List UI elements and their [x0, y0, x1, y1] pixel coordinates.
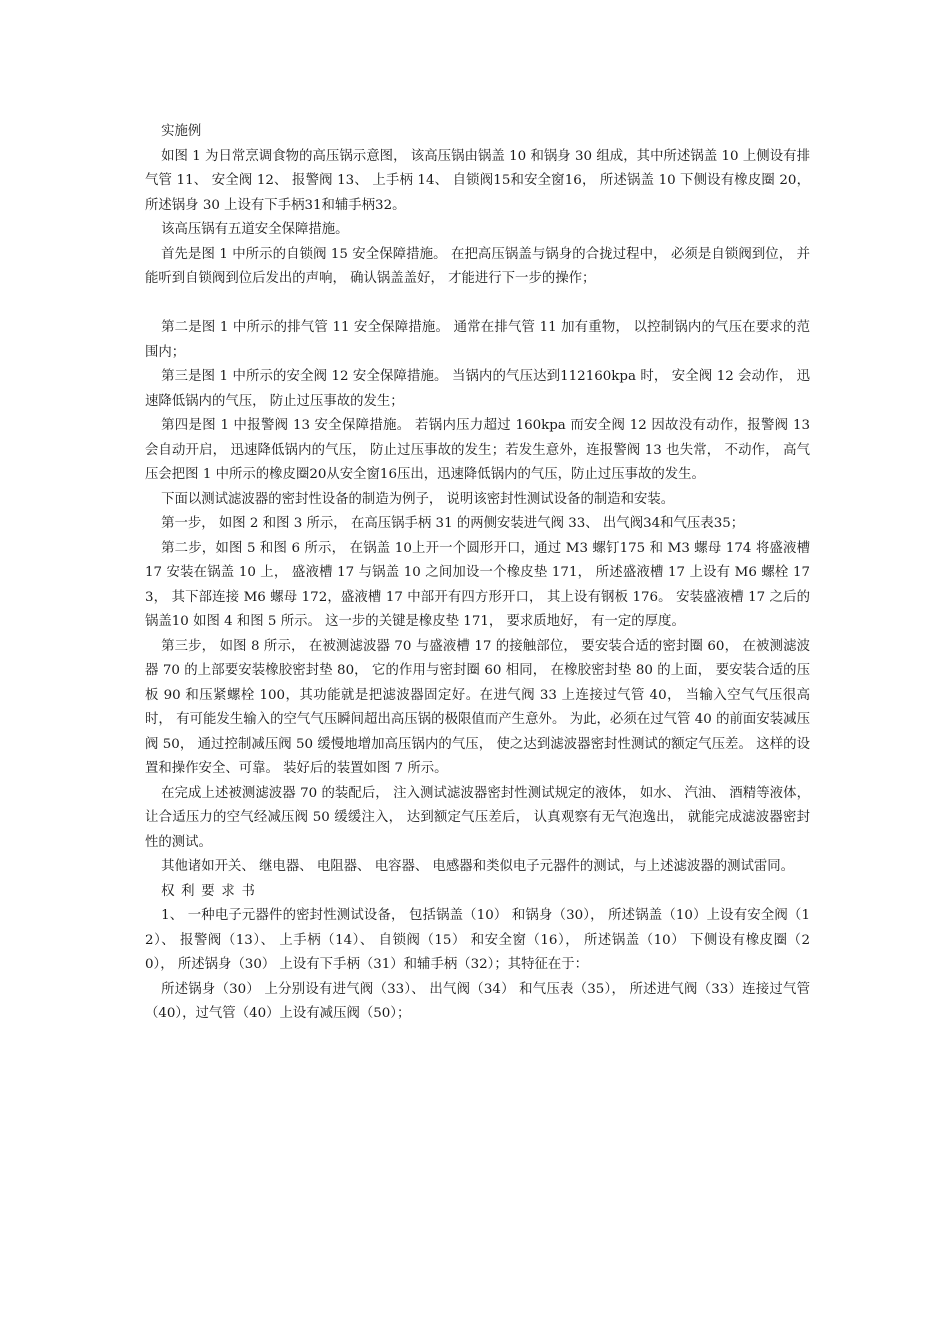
- claim-1-continued: 所述锅身（30） 上分别设有进气阀（33）、 出气阀（34） 和气压表（35）， 所述进气阀（33）连接过气管（40），过气管（40）上设有减压阀（50）；: [145, 981, 810, 1021]
- paragraph-6: 第四是图 1 中报警阀 13 安全保障措施。 若锅内压力超过 160kpa 而安全阀 12 因故没有动作，报警阀 13 会自动开启， 迅速降低锅内的气压， 防止过压事故的发生；若发生意外，连报警阀 13 也失常， 不动作， 高气压会把图 1 中所示的橡皮圈20从安全窗16压出，迅速降低锅内的气压，防止过压事故的发生。: [145, 418, 810, 482]
- claims-title: 权利要求书: [161, 883, 262, 899]
- paragraph-10: 第三步， 如图 8 所示， 在被测滤波器 70 与盛液槽 17 的接触部位， 要安装合适的密封圈 60， 在被测滤波器 70 的上部要安装橡胶密封垫 80， 它的作用与密封圈 60 相同， 在橡胶密封垫 80 的上面， 要安装合适的压板 90 和压紧螺栓 100，其功能就是把滤波器固定好。在进气阀 33 上连接过气管 40， 当输入空气气压很高时， 有可能发生输入的空气气压瞬间超出高压锅的极限值而产生意外。 为此，必须在过气管 40 的前面安装减压阀 50， 通过控制减压阀 50 缓慢地增加高压锅内的气压， 使之达到滤波器密封性测试的额定气压差。 这样的设置和操作安全、可靠。 装好后的装置如图 7 所示。: [145, 638, 810, 776]
- paragraph-8: 第一步， 如图 2 和图 3 所示， 在高压锅手柄 31 的两侧安装进气阀 33、 出气阀34和气压表35；: [161, 516, 745, 531]
- paragraph-2: 该高压锅有五道安全保障措施。: [161, 222, 349, 237]
- paragraph-5: 第三是图 1 中所示的安全阀 12 安全保障措施。 当锅内的气压达到112160kpa 时， 安全阀 12 会动作， 迅速降低锅内的气压， 防止过压事故的发生；: [145, 369, 810, 409]
- paragraph-9: 第二步，如图 5 和图 6 所示， 在锅盖 10上开一个圆形开口，通过 M3 螺钉175 和 M3 螺母 174 将盛液槽 17 安装在锅盖 10 上， 盛液槽 17 与锅盖 10 之间加设一个橡皮垫 171， 所述盛液槽 17 上设有 M6 螺栓 173， 其下部连接 M6 螺母 172，盛液槽 17 中部开有四方形开口， 其上设有钢板 176。 安装盛液槽 17 之后的锅盖10 如图 4 和图 5 所示。 这一步的关键是橡皮垫 171， 要求质地好， 有一定的厚度。: [145, 540, 810, 629]
- document-page: [145, 120, 810, 1027]
- paragraph-12: 其他诸如开关、 继电器、 电阻器、 电容器、 电感器和类似电子元器件的测试，与上述滤波器的测试雷同。: [161, 859, 795, 874]
- section-heading: 实施例: [161, 124, 202, 139]
- claim-1: 1、 一种电子元器件的密封性测试设备， 包括锅盖（10） 和锅身（30）， 所述锅盖（10）上设有安全阀（12）、 报警阀（13）、 上手柄（14）、 自锁阀（15） 和安全窗（16）， 所述锅盖（10） 下侧设有橡皮圈（20）， 所述锅身（30） 上设有下手柄（31）和辅手柄（32）；其特征在于：: [145, 908, 810, 972]
- paragraph-3: 首先是图 1 中所示的自锁阀 15 安全保障措施。 在把高压锅盖与锅身的合拢过程中， 必须是自锁阀到位， 并能听到自锁阀到位后发出的声响， 确认锅盖盖好， 才能进行下一步的操作；: [145, 246, 810, 286]
- paragraph-7: 下面以测试滤波器的密封性设备的制造为例子， 说明该密封性测试设备的制造和安装。: [161, 491, 675, 507]
- paragraph-1: 如图 1 为日常烹调食物的高压锅示意图， 该高压锅由锅盖 10 和锅身 30 组成，其中所述锅盖 10 上侧设有排气管 11、 安全阀 12、 报警阀 13、 上手柄 14、 自锁阀15和安全窗16， 所述锅盖 10 下侧设有橡皮圈 20， 所述锅身 30 上设有下手柄31和辅手柄32。: [145, 148, 810, 213]
- paragraph-11: 在完成上述被测滤波器 70 的装配后， 注入测试滤波器密封性测试规定的液体， 如水、 汽油、 酒精等液体， 让合适压力的空气经减压阀 50 缓缓注入， 达到额定气压差后， 认真观察有无气泡逸出， 就能完成滤波器密封性的测试。: [145, 785, 810, 850]
- paragraph-4: 第二是图 1 中所示的排气管 11 安全保障措施。 通常在排气管 11 加有重物， 以控制锅内的气压在要求的范围内；: [145, 320, 810, 360]
